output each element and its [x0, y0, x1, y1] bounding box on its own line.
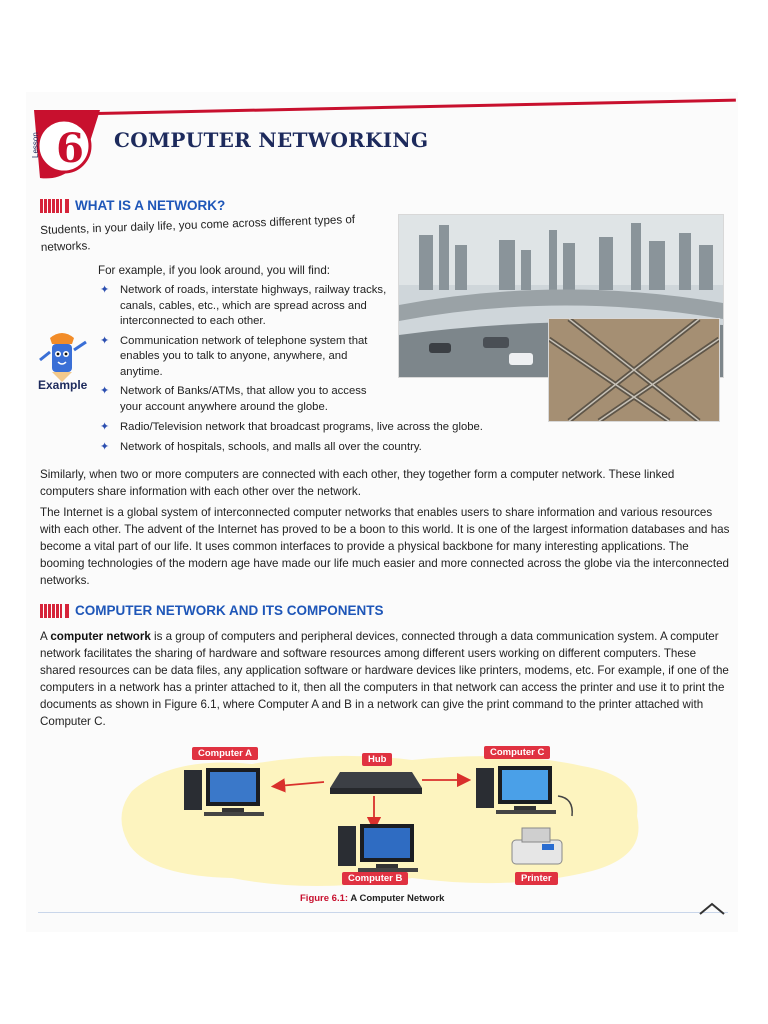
- footer-rule: [38, 912, 728, 913]
- lesson-title: COMPUTER NETWORKING: [114, 128, 429, 152]
- example-intro: For example, if you look around, you will find:: [98, 264, 330, 277]
- chevron-up-icon: [698, 902, 726, 916]
- pencil-mascot-icon: [36, 330, 92, 382]
- railway-tracks-photo: [548, 318, 720, 422]
- label-hub: Hub: [362, 753, 392, 766]
- example-label: Example: [38, 378, 88, 392]
- star-bullet-icon: ✦: [100, 440, 110, 453]
- label-computer-b: Computer B: [342, 872, 408, 885]
- intro-paragraph: Students, in your daily life, you come across different types of networks.: [40, 213, 356, 254]
- example-bullet-list-cont: [98, 420, 518, 459]
- star-bullet-icon: ✦: [100, 421, 110, 433]
- term-computer-network: computer network: [50, 630, 151, 643]
- list-item: ✦ Radio/Television network that broadcast programs, live across the globe.: [98, 420, 518, 436]
- lesson-word: Lesson: [31, 132, 40, 158]
- label-computer-a: Computer A: [192, 747, 258, 760]
- label-printer: Printer: [515, 872, 558, 885]
- label-computer-c: Computer C: [484, 746, 550, 759]
- lesson-number: 6: [56, 125, 84, 172]
- section-heading-components: [40, 603, 384, 618]
- paragraph-internet: The Internet is a global system of interconnected computer networks that enables users to share information and various resources with each other. The advent of the Internet has proved to be a boon to this world. It is one of the largest information databases and has become a vital part of our life. It uses common interfaces to provide a physical backbone for many interesting applications. The booming technologies of the modern age have made our life much easier and more connected across the globe via the interconnected networks.: [40, 506, 730, 587]
- list-item: ✦ Communication network of telephone system that enables you to talk to anyone, anywhere, and anytime.: [100, 334, 368, 378]
- computer-network-figure: [112, 746, 652, 896]
- lesson-number-badge: [30, 108, 104, 182]
- star-bullet-icon: ✦: [100, 385, 110, 397]
- hub-icon: [330, 772, 422, 794]
- list-item: ✦ Network of roads, interstate highways, railway tracks, canals, cables, etc., which are spread across and interconnected to each other.: [100, 284, 387, 327]
- list-item: ✦ Network of Banks/ATMs, that allow you to access your account anywhere around the globe.: [100, 385, 367, 413]
- section-heading-text: COMPUTER NETWORK AND ITS COMPONENTS: [75, 603, 384, 618]
- section-heading-text: WHAT IS A NETWORK?: [75, 198, 226, 213]
- list-item: ✦ Network of hospitals, schools, and malls all over the country.: [98, 440, 518, 456]
- section-heading-what-is-network: [40, 198, 225, 213]
- figure-caption: Figure 6.1: A Computer Network: [300, 893, 445, 904]
- example-bullet-list: [98, 283, 390, 419]
- star-bullet-icon: ✦: [100, 334, 110, 347]
- section-marker-icon: [40, 199, 62, 213]
- paragraph-computer-network: A computer network is a group of computers and peripheral devices, connected through a data communication system. A computer network facilitates the sharing of hardware and software resources among different users working on different computers. These shared resources can be data files, any application software or hardware devices like printers, modems, etc. For example, if one of the computers in a network has a printer attached to it, then all the computers in that network can access the printer and use it to print the documents as shown in Figure 6.1, where Computer A and B in a network can give the print command to the printer attached with Computer C.: [40, 630, 729, 728]
- section-marker-icon: [40, 604, 62, 618]
- star-bullet-icon: ✦: [100, 284, 110, 296]
- paragraph-similarly: Similarly, when two or more computers are connected with each other, they together form a computer network. These linked computers share information with each other over the network.: [40, 468, 675, 498]
